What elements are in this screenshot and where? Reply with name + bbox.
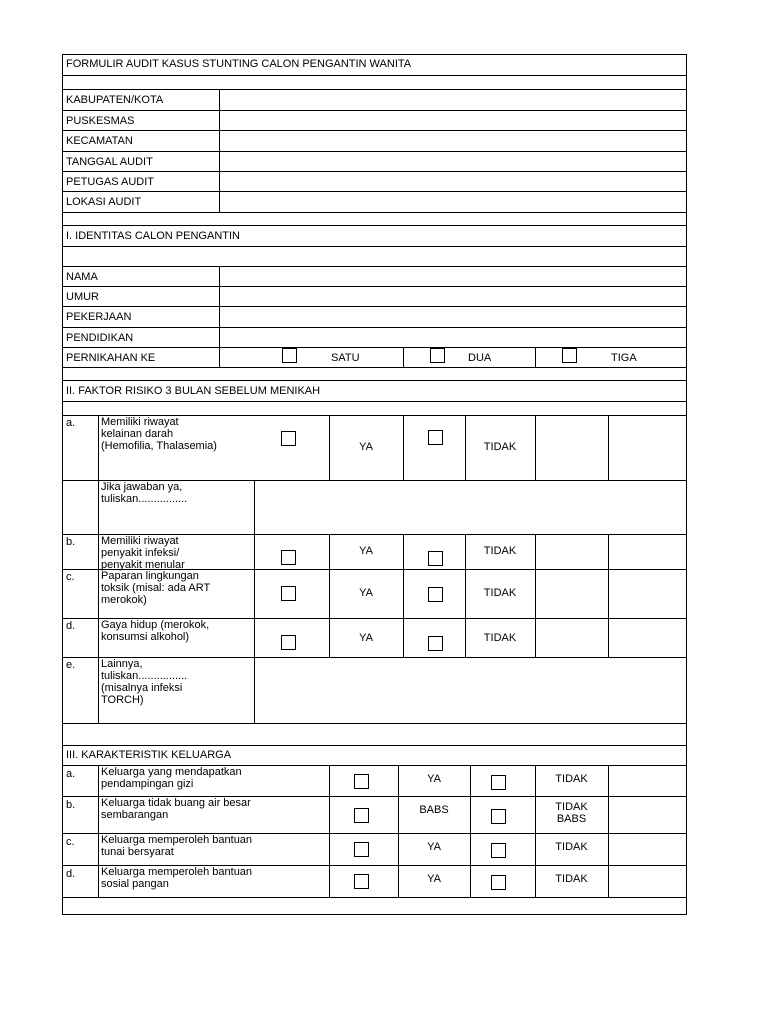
family-item-text-0-1: pendampingan gizi [101,778,194,790]
marriage-option-tiga: TIGA [611,352,637,364]
identity-value-field-3[interactable] [219,327,687,348]
identity-value-field-0[interactable] [219,266,687,287]
header-value-field-0[interactable] [219,89,687,111]
marriage-option-cell [219,347,404,368]
risk-item-text-0-0: Memiliki riwayat [101,416,179,428]
checkbox-cell [403,415,466,481]
risk-item-text-4-0: Gaya hidup (merokok, [101,619,210,631]
header-value-field-5[interactable] [219,191,687,213]
family-no-checkbox-3[interactable] [491,875,506,890]
risk-item-text-3-1: toksik (misal: ada ART [101,582,211,594]
risk-item-text-3-2: merokok) [101,594,147,606]
family-item-letter-1: b. [66,799,76,811]
risk-item-text-2-2: penyakit menular [101,559,185,571]
family-no-label-0-0: TIDAK [555,773,588,785]
spacer-row [62,246,687,267]
spacer-row [62,401,687,416]
family-no-label-2-0: TIDAK [555,841,588,853]
identity-value-field-1[interactable] [219,286,687,307]
risk-yes-label-0: YA [359,441,373,453]
family-yes-checkbox-0[interactable] [354,774,369,789]
family-item-text-1-0: Keluarga tidak buang air besar [101,797,251,809]
risk-no-label-4: TIDAK [483,632,517,644]
extra-cell [608,765,687,797]
risk-item-text-2-0: Memiliki riwayat [101,535,179,547]
risk-item-text-0-1: kelainan darah [101,428,174,440]
risk-no-checkbox-3[interactable] [428,587,443,602]
risk-no-label-3: TIDAK [483,587,517,599]
marriage-dua-checkbox[interactable] [430,348,445,363]
extra-cell [608,569,687,619]
marriage-option-satu: SATU [331,352,360,364]
extra-cell [535,534,609,570]
section2-heading: II. FAKTOR RISIKO 3 BULAN SEBELUM MENIKAH [66,385,321,397]
risk-no-checkbox-0[interactable] [428,430,443,445]
risk-yes-checkbox-3[interactable] [281,586,296,601]
extra-cell [535,569,609,619]
risk-item-text-1-1: tuliskan................ [101,493,188,505]
family-yes-label-3: YA [427,873,441,885]
family-yes-label-0: YA [427,773,441,785]
header-value-field-1[interactable] [219,110,687,131]
family-yes-checkbox-2[interactable] [354,842,369,857]
identity-value-field-2[interactable] [219,306,687,328]
risk-item-text-5-2: (misalnya infeksi [101,682,183,694]
extra-cell [608,618,687,658]
risk-item-letter-2: b. [66,536,76,548]
risk-item-text-3-0: Paparan lingkungan [101,570,199,582]
risk-yes-checkbox-0[interactable] [281,431,296,446]
family-yes-label-2: YA [427,841,441,853]
family-item-text-2-0: Keluarga memperoleh bantuan [101,834,253,846]
extra-cell [608,534,687,570]
header-value-field-2[interactable] [219,130,687,152]
family-item-text-1-1: sembarangan [101,809,169,821]
risk-item-text-5-3: TORCH) [101,694,144,706]
risk-write-field-1[interactable] [254,480,687,535]
risk-no-label-0: TIDAK [483,441,517,453]
risk-item-text-0-2: (Hemofilia, Thalasemia) [101,440,217,452]
family-yes-checkbox-3[interactable] [354,874,369,889]
header-field-label-2: KECAMATAN [66,135,133,147]
family-no-label-1-1: BABS [556,813,587,825]
extra-cell [608,415,687,481]
extra-cell [608,796,687,834]
risk-no-checkbox-2[interactable] [428,551,443,566]
risk-yes-checkbox-4[interactable] [281,635,296,650]
identity-field-label-1: UMUR [66,291,99,303]
risk-yes-checkbox-2[interactable] [281,550,296,565]
extra-cell [535,618,609,658]
spacer-row [62,212,687,226]
risk-item-letter-0: a. [66,417,76,429]
risk-yes-label-4: YA [359,632,373,644]
marriage-label: PERNIKAHAN KE [66,352,156,364]
family-yes-checkbox-1[interactable] [354,808,369,823]
risk-item-text-1-0: Jika jawaban ya, [101,481,183,493]
extra-cell [535,415,609,481]
risk-item-letter-5: e. [66,659,76,671]
header-value-field-3[interactable] [219,151,687,172]
header-field-label-0: KABUPATEN/KOTA [66,94,164,106]
family-item-letter-3: d. [66,868,76,880]
family-item-text-3-0: Keluarga memperoleh bantuan [101,866,253,878]
extra-cell [608,865,687,898]
family-no-checkbox-1[interactable] [491,809,506,824]
item-letter-cell [62,480,99,535]
marriage-option-dua: DUA [468,352,492,364]
family-item-text-0-0: Keluarga yang mendapatkan [101,766,242,778]
risk-item-letter-4: d. [66,620,76,632]
risk-item-text-5-1: tuliskan................ [101,670,188,682]
family-item-letter-2: c. [66,836,75,848]
family-item-letter-0: a. [66,768,76,780]
risk-write-field-5[interactable] [254,657,687,724]
header-field-label-3: TANGGAL AUDIT [66,156,153,168]
section3-heading: III. KARAKTERISTIK KELUARGA [66,749,232,761]
risk-no-checkbox-4[interactable] [428,636,443,651]
header-field-label-5: LOKASI AUDIT [66,196,142,208]
identity-field-label-2: PEKERJAAN [66,311,132,323]
header-field-label-1: PUSKESMAS [66,115,135,127]
marriage-tiga-checkbox[interactable] [562,348,577,363]
family-no-checkbox-2[interactable] [491,843,506,858]
risk-item-letter-3: c. [66,571,75,583]
form-title: FORMULIR AUDIT KASUS STUNTING CALON PENGANTIN WANITA [66,58,412,70]
risk-yes-label-3: YA [359,587,373,599]
family-item-text-3-1: sosial pangan [101,878,169,890]
risk-yes-label-2: YA [359,545,373,557]
identity-field-label-3: PENDIDIKAN [66,332,134,344]
identity-field-label-0: NAMA [66,271,98,283]
family-yes-label-1: BABS [419,804,449,816]
family-item-text-2-1: tunai bersyarat [101,846,174,858]
extra-cell [608,833,687,866]
header-value-field-4[interactable] [219,171,687,192]
header-field-label-4: PETUGAS AUDIT [66,176,155,188]
spacer-row [62,367,687,381]
spacer-row [62,75,687,90]
spacer-row [62,723,687,746]
risk-no-label-2: TIDAK [483,545,517,557]
section1-heading: I. IDENTITAS CALON PENGANTIN [66,230,240,242]
risk-item-text-2-1: penyakit infeksi/ [101,547,180,559]
risk-item-text-4-1: konsumsi alkohol) [101,631,190,643]
risk-item-text-5-0: Lainnya, [101,658,143,670]
family-no-label-3-0: TIDAK [555,873,588,885]
spacer-row [62,897,687,915]
family-no-label-1-0: TIDAK [555,801,588,813]
marriage-satu-checkbox[interactable] [282,348,297,363]
family-no-checkbox-0[interactable] [491,775,506,790]
